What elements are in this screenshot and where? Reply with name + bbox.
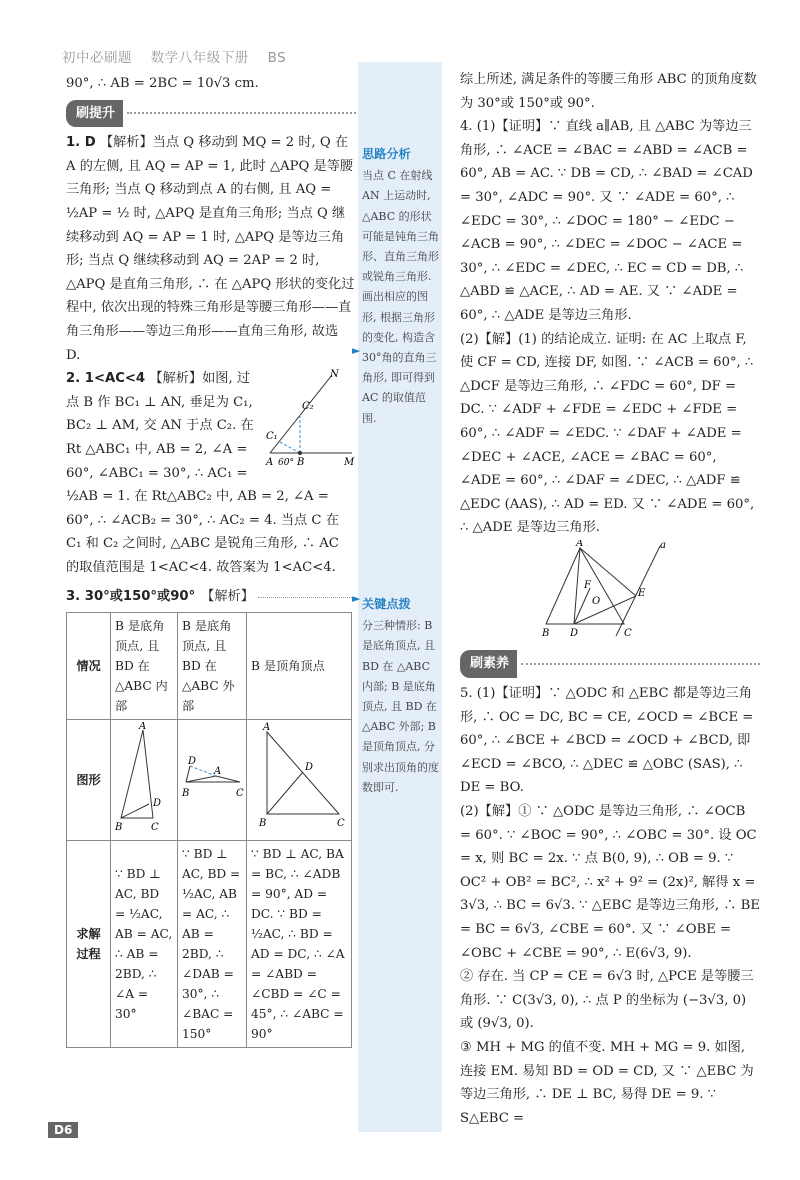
q4-e: E — [638, 587, 646, 599]
solution-3: ∵ BD ⊥ AC, BA = BC, ∴ ∠ADB = 90°, AD = DC. ∵ BD = ½AC, ∴ BD = AD = DC, ∴ ∠A = ∠ABD = ∠CBD = ∠C = 45°, ∴ ∠ABC = 90° — [247, 841, 352, 1048]
row-label-situation: 情况 — [67, 613, 111, 720]
case-1: B 是底角顶点, 且 BD 在 △ABC 内部 — [111, 613, 178, 720]
t3-a: A — [263, 722, 271, 733]
q4-figure-wrap — [460, 540, 760, 647]
top-line: 90°, ∴ AB = 2BC = 10√3 cm. — [66, 76, 259, 91]
t2-b: B — [182, 788, 190, 799]
t1-a: A — [139, 722, 147, 732]
t3-b: B — [259, 818, 267, 829]
q3-conclusion: 综上所述, 满足条件的等腰三角形 ABC 的顶角度数为 30°或 150°或 90°. — [460, 72, 757, 111]
q4-part2: (2)【解】(1) 的结论成立. 证明: 在 AC 上取点 F, 使 CF = CD, 连接 DF, 如图. ∵ ∠ACB = 60°, ∴ △DCF 是等边三角形, ∴ ∠FDC = 60°, DF = DC. ∵ ∠ADF + ∠FDE = ∠EDC + ∠FDE = 60°, ∴ ∠ADF = ∠EDC. ∵ ∠DAF + ∠ADE = ∠DEC + ∠ACE, ∠ACE = ∠BAC = 60°, ∠ADE = 60°, ∴ ∠DAF = ∠DEC, ∴ △ADF ≌ △EDC (AAS), ∴ AD = ED. 又 ∵ ∠ADE = 60°, ∴ △ADE 是等边三角形. — [460, 331, 755, 536]
triangle-figure-3 — [249, 722, 349, 832]
t1-c: C — [151, 822, 159, 832]
triangle-figure-1 — [113, 722, 175, 832]
table-row — [67, 720, 352, 841]
q5-part3: ② 存在. 当 CP = CE = 6√3 时, △PCE 是等腰三角形. ∵ C(3√3, 0), ∴ 点 P 的坐标为 (−3√3, 0) 或 (9√3, 0). — [460, 969, 754, 1032]
section-label: 刷素养 — [460, 650, 517, 678]
q5-part4: ③ MH + MG 的值不变. MH + MG = 9. 如图, 连接 EM. 易知 BD = OD = CD, 又 ∵ △EBC 为等边三角形, ∴ DE ⊥ BC, 易得 DE = 9. ∵ S△EBC = — [460, 1039, 754, 1126]
tip-thinking — [362, 144, 440, 429]
label-angle: 60° — [278, 458, 294, 468]
left-column — [66, 72, 356, 613]
t1-b: B — [115, 822, 123, 832]
q4-c: C — [624, 627, 632, 638]
table-row — [67, 841, 352, 1048]
table-row — [67, 613, 352, 720]
q4-d: D — [570, 627, 579, 638]
section-label: 刷提升 — [66, 100, 123, 128]
tip-key-point-title: 关键点拨 — [362, 597, 411, 611]
q3-dotted-rule — [258, 597, 356, 598]
q4-figure — [540, 540, 680, 638]
t2-a: A — [214, 766, 222, 777]
figure-cell-2 — [178, 720, 247, 841]
solution-2: ∵ BD ⊥ AC, BD = ½AC, AB = AC, ∴ AB = 2BD, ∴ ∠DAB = 30°, ∴ ∠BAC = 150° — [178, 841, 247, 1048]
cases-table — [66, 612, 352, 1048]
header-subject: 数学八年级下册 — [150, 50, 249, 66]
tip-key-point-text: 分三种情形: B 是底角顶点, 且 BD 在 △ABC 内部; B 是底角顶点, 且 BD 在 △ABC 外部; B 是顶角顶点, 分别求出顶角的度数即可. — [362, 619, 439, 794]
q1-text: 【解析】当点 Q 移动到 MQ = 2 时, Q 在 A 的左侧, 且 AQ = AP = 1, 此时 △APQ 是等腰三角形; 当点 Q 移动到点 A 的右侧, 且 AQ = ½AP = ½ 时, △APQ 是直角三角形; 当点 Q 继续移动到 AQ = AP = 1 时, △APQ 是等边三角形; 当点 Q 继续移动到 AQ = 2AP = 2 时, △APQ 是直角三角形, ∴ 在 △APQ 形状的变化过程中, 依次出现的特殊三角形是等腰三角形——直角三角形——等边三角形——直角三角形, 故选 D. — [66, 135, 355, 363]
section-bar-literacy — [460, 650, 760, 678]
label-n: N — [330, 369, 339, 381]
case-3: B 是顶角顶点 — [247, 613, 352, 720]
solution-1: ∵ BD ⊥ AC, BD = ½AC, AB = AC, ∴ AB = 2BD, ∴ ∠A = 30° — [111, 841, 178, 1048]
dotted-rule — [127, 112, 356, 114]
header-book: 初中必刷题 — [62, 50, 132, 66]
q3-heading — [66, 585, 356, 609]
margin-column — [358, 62, 442, 1132]
label-b: B — [297, 457, 305, 468]
right-column — [460, 68, 760, 1130]
arrow-icon: ► — [352, 592, 361, 605]
tip-thinking-text: 当点 C 在射线 AN 上运动时, △ABC 的形状可能是钝角三角形、直角三角形或锐角三角形. 画出相应的图形, 根据三角形的变化, 构造含 30°角的直角三角形, 即可得到 AC 的取值范围. — [362, 169, 439, 425]
q4-part1: 4. (1)【证明】∵ 直线 a∥AB, 且 △ABC 为等边三角形, ∴ ∠ACE = ∠BAC = ∠ABD = ∠ACB = 60°, AB = AC. ∵ DB = CD, ∴ ∠BAD = ∠CAD = 30°, ∠ADC = 90°. 又 ∵ ∠ADE = 60°, ∴ ∠EDC = 30°, ∴ ∠DOC = 180° − ∠EDC − ∠ACB = 90°, ∴ ∠DEC = ∠DOC − ∠ACE = 30°, ∴ ∠EDC = ∠DEC, ∴ EC = CD = DB, ∴ △ABD ≌ △ACE, ∴ AD = AE. 又 ∵ ∠ADE = 60°, ∴ △ADE 是等边三角形. — [460, 119, 753, 323]
label-c1: C₁ — [266, 431, 278, 443]
q2-block — [66, 367, 356, 579]
tip-key-point — [362, 594, 440, 798]
tip-thinking-title: 思路分析 — [362, 147, 411, 161]
row-label-solution: 求解过程 — [67, 841, 111, 1048]
page-header — [62, 46, 300, 66]
figure-cell-1 — [111, 720, 178, 841]
q2-number: 2. 1<AC<4 — [66, 371, 146, 387]
q4-line-a: a — [660, 539, 666, 551]
triangle-figure-2 — [180, 722, 244, 832]
q3-label: 【解析】 — [201, 589, 254, 605]
q3-number: 3. 30°或150°或90° — [66, 589, 196, 605]
q4-f: F — [584, 579, 591, 591]
q4-b: B — [542, 627, 550, 638]
dotted-rule — [521, 663, 760, 665]
q2-text: 【解析】如图, 过点 B 作 BC₁ ⊥ AN, 垂足为 C₁, BC₂ ⊥ AM, 交 AN 于点 C₂. 在 Rt △ABC₁ 中, AB = 2, ∠A = 60°, ∠ABC₁ = 30°, ∴ AC₁ = ½AB = 1. 在 Rt△ABC₂ 中, AB = 2, ∠A = 60°, ∴ ∠ACB₂ = 30°, ∴ AC₂ = 4. 当点 C 在 C₁ 和 C₂ 之间时, △ABC 是锐角三角形, ∴ AC 的取值范围是 1<AC<4. 故答案为 1<AC<4. — [66, 371, 339, 575]
row-label-figure: 图形 — [67, 720, 111, 841]
t3-d: D — [305, 762, 314, 773]
q5-part2: (2)【解】① ∵ △ODC 是等边三角形, ∴ ∠OCB = 60°. ∵ ∠BOC = 90°, ∴ ∠OBC = 30°. 设 OC = x, 则 BC = 2x. ∵ 点 B(0, 9), ∴ OB = 9. ∵ OC² + OB² = BC², ∴ x² + 9² = (2x)², 解得 x = 3√3, ∴ BC = 6√3. ∵ △EBC 是等边三角形, ∴ BE = BC = 6√3, ∠CBE = 60°. 又 ∵ ∠OBE = ∠OBC + ∠CBE = 90°, ∴ E(6√3, 9). — [460, 804, 760, 961]
section-bar-improve — [66, 100, 356, 128]
case-2: B 是底角顶点, 且 BD 在 △ABC 外部 — [178, 613, 247, 720]
q1-paragraph — [66, 131, 356, 367]
t3-c: C — [337, 818, 345, 829]
page-number: D6 — [48, 1122, 78, 1138]
label-m: M — [344, 457, 355, 468]
q4-o: O — [592, 595, 601, 607]
t1-d: D — [153, 798, 162, 809]
figure-cell-3 — [247, 720, 352, 841]
q2-figure — [264, 369, 356, 467]
header-edition: BS — [267, 50, 287, 66]
t2-d: D — [188, 756, 197, 767]
q5-part1: 5. (1)【证明】∵ △ODC 和 △EBC 都是等边三角形, ∴ OC = DC, BC = CE, ∠OCD = ∠BCE = 60°, ∴ ∠BCE + ∠BCD = ∠OCD + ∠BCD, 即 ∠ECD = ∠BCO, ∴ △DEC ≌ △OBC (SAS), ∴ DE = BO. — [460, 686, 754, 796]
arrow-icon: ► — [352, 344, 361, 357]
q4-a: A — [576, 539, 584, 549]
t2-c: C — [236, 788, 244, 799]
q1-number: 1. D — [66, 135, 96, 151]
label-c2: C₂ — [302, 401, 314, 413]
label-a: A — [266, 457, 274, 468]
